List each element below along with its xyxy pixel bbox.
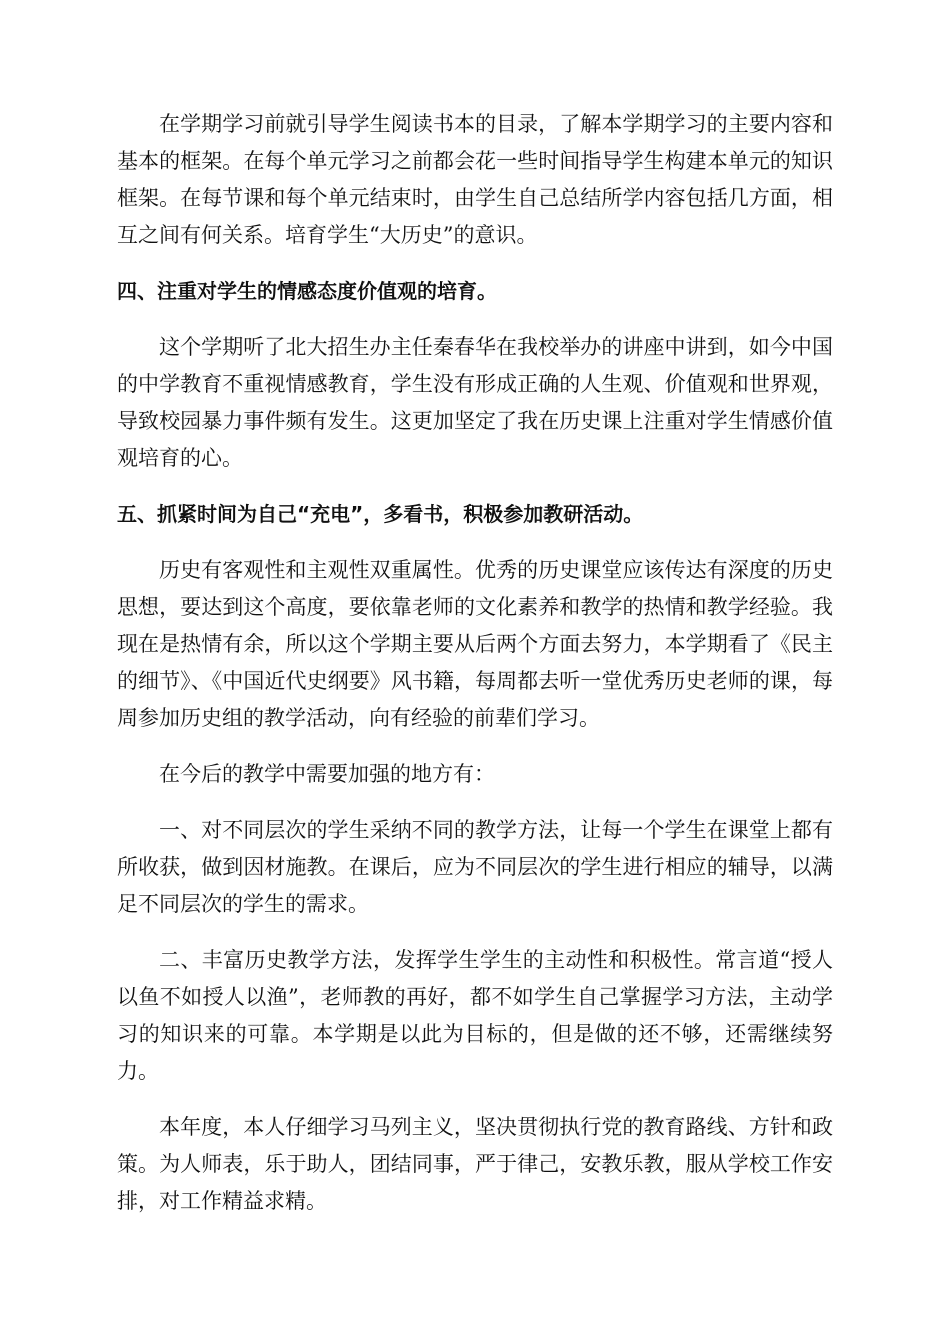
paragraph-improvement-one: 一、对不同层次的学生采纳不同的教学方法，让每一个学生在课堂上都有所收获，做到因材施教。在课后，应为不同层次的学生进行相应的辅导，以满足不同层次的学生的需求。 — [117, 818, 833, 916]
document-page — [117, 106, 833, 1220]
paragraph-emotional-education: 这个学期听了北大招生办主任秦春华在我校举办的讲座中讲到，如今中国的中学教育不重视情感教育，学生没有形成正确的人生观、价值观和世界观，导致校园暴力事件频有发生。这更加坚定了我在历史课上注重对学生情感价值观培育的心。 — [117, 335, 833, 470]
paragraph-table-of-contents: 在学期学习前就引导学生阅读书本的目录，了解本学期学习的主要内容和基本的框架。在每个单元学习之前都会花一些时间指导学生构建本单元的知识框架。在每节课和每个单元结束时，由学生自己总结所学内容包括几方面，相互之间有何关系。培育学生“大历史”的意识。 — [117, 112, 833, 247]
paragraph-improvements-intro: 在今后的教学中需要加强的地方有： — [159, 762, 495, 786]
paragraph-annual-summary: 本年度，本人仔细学习马列主义，坚决贯彻执行党的教育路线、方针和政策。为人师表，乐于助人，团结同事，严于律己，安教乐教，服从学校工作安排，对工作精益求精。 — [117, 1115, 833, 1213]
paragraph-history-attributes: 历史有客观性和主观性双重属性。优秀的历史课堂应该传达有深度的历史思想，要达到这个高度，要依靠老师的文化素养和教学的热情和教学经验。我现在是热情有余，所以这个学期主要从后两个方面去努力，本学期看了《民主的细节》、《中国近代史纲要》风书籍，每周都去听一堂优秀历史老师的课，每周参加历史组的教学活动，向有经验的前辈们学习。 — [117, 558, 833, 730]
heading-section-five: 五、抓紧时间为自己“充电”，多看书，积极参加教研活动。 — [117, 502, 644, 526]
heading-section-four: 四、注重对学生的情感态度价值观的培育。 — [117, 279, 497, 303]
paragraph-improvement-two: 二、丰富历史教学方法，发挥学生学生的主动性和积极性。常言道“授人以鱼不如授人以渔”，老师教的再好，都不如学生自己掌握学习方法，主动学习的知识来的可靠。本学期是以此为目标的，但是做的还不够，还需继续努力。 — [117, 948, 833, 1083]
